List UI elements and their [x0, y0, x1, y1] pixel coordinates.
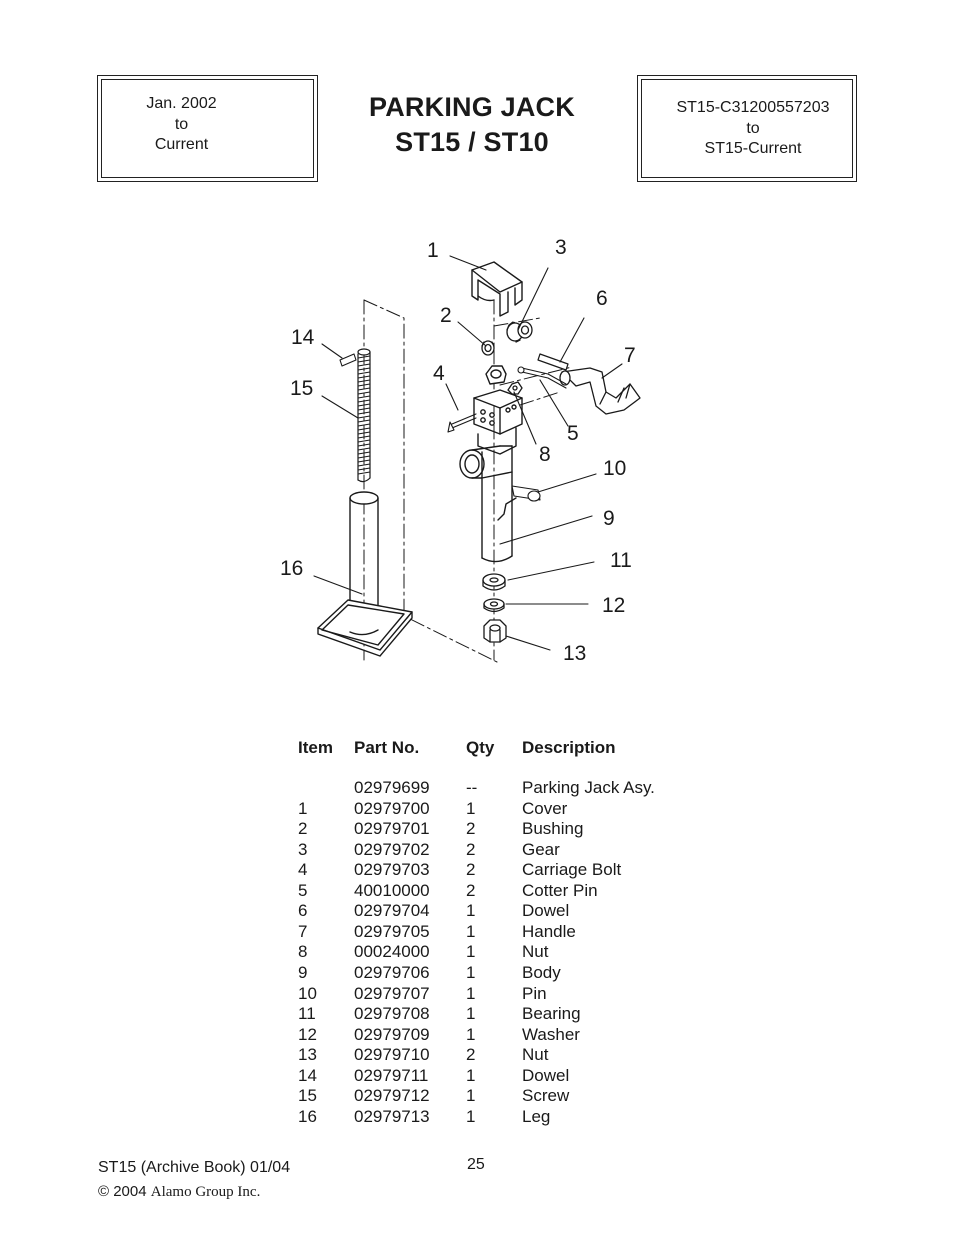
page-title: [322, 90, 622, 160]
cell-qty: 1: [466, 1106, 476, 1126]
part-leg: [318, 492, 412, 656]
part-washer: [484, 599, 504, 612]
header-qty: Qty: [466, 738, 495, 757]
serial-range-to: to: [746, 119, 760, 137]
cell-qty: 1: [466, 962, 476, 982]
date-range-end: Current: [154, 136, 209, 153]
callout-9: 9: [603, 507, 615, 530]
cell-part-no: 02979700: [354, 798, 430, 818]
cell-item: 1: [298, 798, 308, 818]
callout-15: 15: [290, 377, 314, 400]
cell-description: Pin: [522, 983, 547, 1003]
page-number: 25: [467, 1156, 485, 1173]
cell-item: 14: [298, 1065, 317, 1085]
cell-description: Body: [522, 962, 561, 982]
cell-description: Handle: [522, 921, 576, 941]
cell-part-no: 02979707: [354, 983, 430, 1003]
cell-qty: 2: [466, 819, 476, 839]
cell-part-no: 02979703: [354, 860, 430, 880]
cell-part-no: 02979702: [354, 839, 430, 859]
cell-item: 8: [298, 942, 308, 962]
cell-qty: 1: [466, 983, 476, 1003]
cell-part-no: 02979705: [354, 921, 430, 941]
cell-item: 5: [298, 880, 308, 900]
cell-part-no: 02979704: [354, 901, 430, 921]
cell-description: Carriage Bolt: [522, 860, 622, 880]
cell-item: 2: [298, 819, 308, 839]
part-body: [460, 446, 516, 562]
cell-qty: 1: [466, 1086, 476, 1106]
cell-qty: 1: [466, 1004, 476, 1024]
date-range-text: [72, 94, 291, 156]
cell-part-no: 02979711: [354, 1065, 429, 1085]
cell-description: Leg: [522, 1106, 551, 1126]
callout-12: 12: [602, 594, 626, 617]
header-description: Description: [522, 738, 616, 757]
cell-qty: 1: [466, 1024, 476, 1044]
cell-description: Bushing: [522, 819, 584, 839]
callout-2: 2: [440, 304, 452, 327]
callout-3: 3: [555, 236, 567, 259]
page-title-line-1: PARKING JACK: [369, 92, 575, 122]
cell-qty: 1: [466, 798, 476, 818]
serial-range-text: [644, 98, 862, 160]
cell-description: Cotter Pin: [522, 880, 598, 900]
part-cover: [472, 262, 522, 316]
callout-16: 16: [280, 557, 304, 580]
part-handle: [560, 368, 640, 414]
cell-qty: 2: [466, 839, 476, 859]
cell-qty: 2: [466, 1045, 476, 1065]
cell-qty: 2: [466, 860, 476, 880]
header-item: Item: [298, 738, 333, 757]
cell-item: 12: [298, 1024, 317, 1044]
cell-item: 3: [298, 839, 308, 859]
cell-qty: --: [466, 778, 478, 797]
cell-description: Gear: [522, 839, 560, 859]
cell-item: 4: [298, 860, 308, 880]
cell-item: 6: [298, 901, 308, 921]
callout-11: 11: [610, 549, 632, 572]
cell-description: Washer: [522, 1024, 580, 1044]
callout-7: 7: [624, 344, 636, 367]
cell-item: 10: [298, 983, 317, 1003]
cell-description: Dowel: [522, 1065, 570, 1085]
cell-item: 15: [298, 1086, 317, 1106]
cell-part-no: 02979713: [354, 1106, 430, 1126]
cell-part-no: 02979712: [354, 1086, 430, 1106]
callout-13: 13: [563, 642, 587, 665]
cell-qty: 1: [466, 901, 476, 921]
part-body-housing: [474, 366, 522, 454]
part-pin: [512, 486, 540, 501]
cell-qty: 1: [466, 921, 476, 941]
callout-14: 14: [291, 326, 315, 349]
part-dowel-14: [340, 354, 356, 366]
cell-description: Nut: [522, 1045, 549, 1065]
footer-copyright: [98, 1183, 260, 1201]
header-part-no: Part No.: [354, 738, 420, 757]
callout-1: 1: [427, 239, 439, 262]
cell-part-no: 40010000: [354, 880, 430, 900]
date-range-start: Jan. 2002: [146, 95, 217, 112]
cell-part-no: 02979710: [354, 1045, 430, 1065]
cell-part-no: 02979699: [354, 778, 430, 797]
callout-4: 4: [433, 362, 445, 385]
serial-range-start: ST15-C31200557203: [676, 99, 830, 116]
page-title-line-2: ST15 / ST10: [395, 127, 549, 157]
part-bushing: [482, 341, 494, 355]
cell-item: 16: [298, 1106, 317, 1126]
cell-qty: 2: [466, 880, 476, 900]
serial-range-end: ST15-Current: [704, 140, 802, 157]
date-range-to: to: [174, 115, 189, 133]
cell-item: 7: [298, 921, 308, 941]
cell-description: Screw: [522, 1086, 570, 1106]
copyright-year: © 2004: [98, 1183, 147, 1200]
cell-item: 9: [298, 962, 308, 982]
cell-description: Bearing: [522, 1004, 581, 1024]
cell-part-no: 02979701: [354, 819, 430, 839]
cell-item: 11: [298, 1004, 316, 1024]
part-nut-8: [508, 382, 522, 394]
cell-qty: 1: [466, 942, 476, 962]
cell-qty: 1: [466, 1065, 476, 1085]
cell-description: Nut: [522, 942, 549, 962]
callout-5: 5: [567, 422, 579, 445]
date-range-box: [97, 75, 318, 182]
part-carriage-bolt: [448, 414, 476, 432]
copyright-owner: Alamo Group Inc.: [150, 1184, 261, 1200]
part-gear: [507, 322, 532, 342]
cell-part-no: 02979706: [354, 962, 430, 982]
cell-description: Dowel: [522, 901, 570, 921]
cell-part-no: 02979708: [354, 1004, 430, 1024]
part-nut-13: [484, 620, 506, 642]
callout-8: 8: [539, 443, 551, 466]
serial-range-box: [637, 75, 857, 182]
callout-6: 6: [596, 287, 608, 310]
cell-item: 13: [298, 1045, 317, 1065]
cell-part-no: 00024000: [354, 942, 430, 962]
cell-description: Cover: [522, 798, 568, 818]
cell-part-no: 02979709: [354, 1024, 430, 1044]
cell-description: Parking Jack Asy.: [522, 778, 655, 797]
footer-book: ST15 (Archive Book) 01/04: [98, 1159, 291, 1176]
callout-10: 10: [603, 457, 627, 480]
